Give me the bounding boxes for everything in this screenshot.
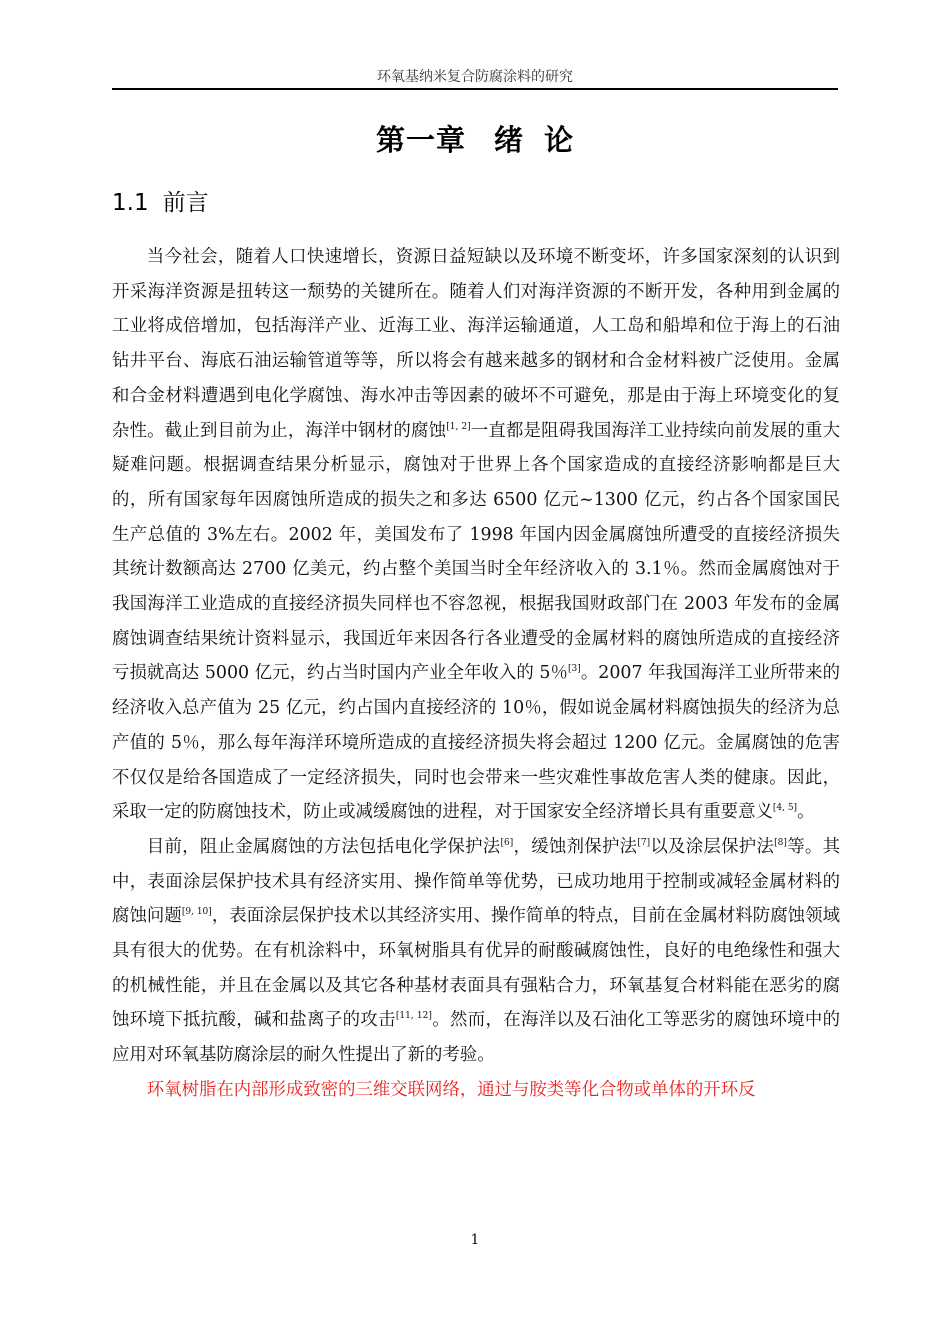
paragraph-text: 当今社会，随着人口快速增长，资源日益短缺以及环境不断变坏，许多国家深刻的认识到开采海洋资源是扭转这一颓势的关键所在。随着人们对海洋资源的不断开发，各种用到金属的工业将成倍增加，包括海洋产业、近海工业、海洋运输通道，人工岛和船埠和位于海上的石油钻井平台、海底石油运输管道等等，所以将会有越来越多的钢材和合金材料被广泛使用。金属和合金材料遭遇到电化学腐蚀、海水冲击等因素的破坏不可避免，那是由于海上环境变化的复杂性。截止到目前为止，海洋中钢材的腐蚀 — [112, 247, 840, 441]
citation: [3] — [568, 664, 581, 675]
paragraph-text: ，缓蚀剂保护法 — [513, 836, 638, 857]
paragraph-3-highlighted: 环氧树脂在内部形成致密的三维交联网络，通过与胺类等化合物或单体的开环反 — [146, 1079, 756, 1100]
citation: [4, 5] — [772, 803, 798, 814]
paragraph-2 — [112, 830, 840, 1073]
citation: [7] — [637, 837, 651, 848]
section-title: 前言 — [162, 190, 209, 216]
paragraph-1 — [112, 240, 840, 830]
paragraph-text: 。 — [797, 802, 815, 823]
paragraph-text: 。2007 年我国海洋工业所带来的经济收入总产值为 25 亿元，约占国内直接经济的 10％，假如说金属材料腐蚀损失的经济为总产值的 5％，那么每年海洋环境所造成的直接经济损失将会超过 1200 亿元。金属腐蚀的危害不仅仅是给各国造成了一定经济损失，同时也会带来一些灾难性事故危害人类的健康。因此，采取一定的防腐蚀技术，防止或减缓腐蚀的进程，对于国家安全经济增长具有重要意义 — [112, 663, 840, 823]
citation: [1, 2] — [446, 421, 471, 432]
page-number: 1 — [470, 1232, 480, 1248]
running-header: 环氧基纳米复合防腐涂料的研究 — [377, 69, 573, 85]
paragraph-text: 以及涂层保护法 — [650, 836, 775, 857]
citation: [11, 12] — [395, 1011, 432, 1022]
chapter-title-char-1: 绪 — [493, 123, 524, 157]
paragraph-text: 目前，阻止金属腐蚀的方法包括电化学保护法 — [146, 836, 501, 857]
paragraph-text: ，表面涂层保护技术以其经济实用、操作简单的特点，目前在金属材料防腐蚀领域具有很大的优势。在有机涂料中，环氧树脂具有优异的耐酸碱腐蚀性，良好的电绝缘性和强大的机械性能，并且在金属以及其它各种基材表面具有强粘合力，环氧基复合材料能在恶劣的腐蚀环境下抵抗酸，碱和盐离子的攻击 — [112, 906, 840, 1031]
chapter-title — [112, 118, 838, 159]
chapter-title-char-2: 论 — [544, 123, 575, 157]
chapter-label: 第一章 — [375, 123, 466, 157]
paragraph-text: 一直都是阻碍我国海洋工业持续向前发展的重大疑难问题。根据调查结果分析显示，腐蚀对于世界上各个国家造成的直接经济影响都是巨大的，所有国家每年因腐蚀所造成的损失之和多达 6500 亿元~1300 亿元，约占各个国家国民生产总值的 3%左右。2002 年，美国发布了 1998 年国内因金属腐蚀所遭受的直接经济损失其统计数额高达 2700 亿美元，约占整个美国当时全年经济收入的 3.1％。然而金属腐蚀对于我国海洋工业造成的直接经济损失同样也不容忽视，根据我国财政部门在 2003 年发布的金属腐蚀调查结果统计资料显示，我国近年来因各行各业遭受的金属材料的腐蚀所造成的直接经济亏损就高达 5000 亿元，约占当时国内产业全年收入的 5％ — [112, 420, 840, 684]
section-number: 1.1 — [112, 190, 149, 216]
paragraph-text: 等。其中，表面涂层保护技术具有经济实用、操作简单等优势，已成功地用于控制或减轻金属材料的腐蚀问题 — [112, 836, 840, 927]
body-text — [112, 240, 840, 1108]
section-heading — [112, 184, 209, 217]
citation: [9, 10] — [181, 907, 212, 918]
citation: [6] — [500, 837, 514, 848]
paragraph-text: 。然而，在海洋以及石油化工等恶劣的腐蚀环境中的应用对环氧基防腐涂层的耐久性提出了新的考验。 — [112, 1010, 840, 1066]
header-rule — [112, 88, 838, 90]
citation: [8] — [774, 837, 787, 848]
